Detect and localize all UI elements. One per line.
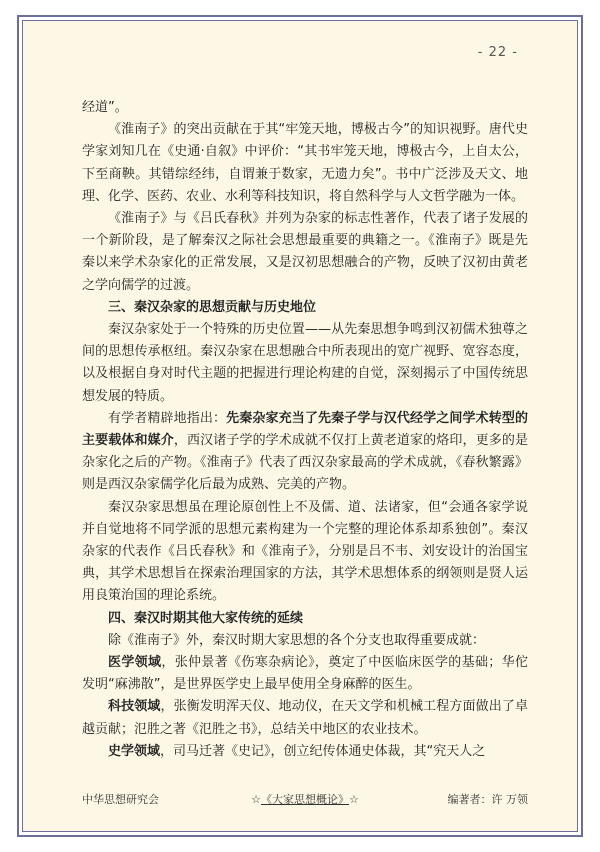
paragraph-0: 经道”。 [82,100,128,115]
paragraph-6: 秦汉杂家思想虽在理论原创性上不及儒、道、法诸家，但“会通各家学说并自觉地将不同学派的思想元素构建为一个完整的理论体系却系独创”。秦汉杂家的代表作《吕氏春秋》和《淮南子》，分别是吕不韦、刘安设计的治国宝典，其学术思想旨在探索治理国家的方法，其学术思想体系的纲领则是贤人运用良策治国的理论系统。 [82,499,528,604]
paragraph-4: 秦汉杂家处于一个特殊的历史位置——从先秦思想争鸣到汉初儒术独尊之间的思想传承枢纽。秦汉杂家在思想融合中所表现出的宽广视野、宽容态度，以及根据自身对时代主题的把握进行理论构建的自觉，深刻揭示了中国传统思想发展的特质。 [82,322,528,404]
paragraph-medicine: 医学领域，张仲景著《伤寒杂病论》，奠定了中医临床医学的基础；华佗发明“麻沸散”，是世界医学史上最早使用全身麻醉的医生。 [82,655,528,693]
page-number: - 22 - [477,45,518,60]
field-label-medicine: 医学领域 [108,655,162,671]
paragraph-2: 《淮南子》与《吕氏春秋》并列为杂家的标志性著作，代表了诸子发展的一个新阶段，是了解秦汉之际社会思想最重要的典籍之一。《淮南子》既是先秦以来学术杂家化的正常发展，又是汉初思想融合的产物，反映了汉初由黄老之学向儒学的过渡。 [82,211,528,293]
footer-organization: 中华思想研究会 [82,793,159,806]
emphasis-text: 先秦杂家充当了先秦子学与汉代经学之间学术转型的主要载体和媒介 [82,410,528,449]
paragraph-technology: 科技领域，张衡发明浑天仪、地动仪，在天文学和机械工程方面做出了卓越贡献；氾胜之著《氾胜之书》，总结关中地区的农业技术。 [82,699,528,737]
section-heading-4: 四、秦汉时期其他大家传统的延续 [108,610,304,626]
field-label-history: 史学领域 [108,743,161,759]
paragraph-1: 《淮南子》的突出贡献在于其“牢笼天地，博极古今”的知识视野。唐代史学家刘知几在《史通·自叙》中评价：“其书牢笼天地，博极古今，上自太公，下至商鞅。其错综经纬，自谓兼于数家，无遗力矣”。书中广泛涉及天文、地理、化学、医药、农业、水利等科技知识，将自然科学与人文哲学融为一体。 [82,122,528,204]
page-body [82,97,528,763]
paragraph-8: 除《淮南子》外，秦汉时期大家思想的各个分支也取得重要成就： [108,632,486,648]
paragraph-5: 有学者精辟地指出：先秦杂家充当了先秦子学与汉代经学之间学术转型的主要载体和媒介，西汉诸子学的学术成就不仅打上黄老道家的烙印，更多的是杂家化之后的产物。《淮南子》代表了西汉杂家最高的学术成就，《春秋繁露》则是西汉杂家儒学化后最为成熟、完美的产物。 [82,410,528,493]
footer-book-title: ☆《大家思想概论》☆ [251,793,359,806]
section-heading-3: 三、秦汉杂家的思想贡献与历史地位 [108,299,317,315]
field-label-technology: 科技领域 [108,699,161,715]
paragraph-history: 史学领域，司马迁著《史记》，创立纪传体通史体裁，其“究天人之 [108,743,486,759]
footer-author: 编著者：许 万领 [447,793,528,806]
